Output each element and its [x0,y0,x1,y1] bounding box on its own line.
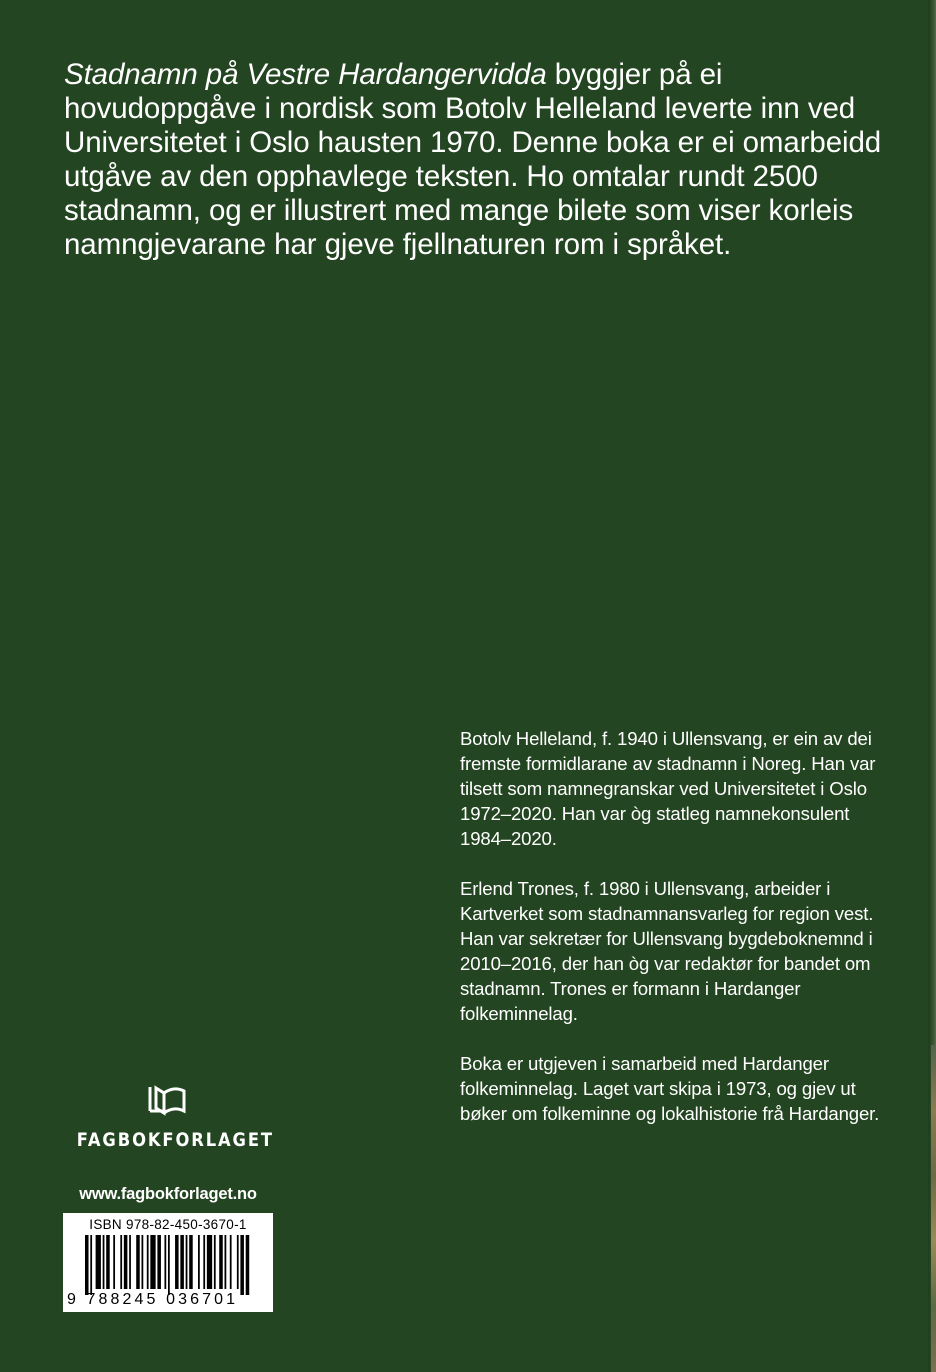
barcode-bar [103,1235,105,1289]
barcode-bar [106,1235,110,1289]
barcode-bar [147,1235,149,1289]
barcode-bar [203,1235,205,1289]
barcode-bar [198,1235,200,1289]
barcode-bar [150,1235,155,1289]
publisher-collaboration-note: Boka er utgjeven i samarbeid med Hardanger folkeminnelag. Laget vart skipa i 1973, og gjev ut bøker om folkeminne og lokalhistorie frå Hardanger. [460,1053,880,1124]
barcode-bar [124,1235,128,1289]
cover-photo-strip [931,1045,936,1372]
open-book-logo-icon [146,1084,188,1116]
barcode-bar [186,1235,188,1289]
barcode-bar [230,1235,232,1289]
publisher-website[interactable]: www.fagbokforlaget.no [79,1185,257,1203]
publisher-block [62,1084,272,1152]
barcode-bar [85,1235,89,1295]
barcode-bar [113,1235,115,1289]
barcode-bar [189,1235,193,1289]
barcode-bar [164,1235,166,1289]
barcode-bar [214,1235,216,1289]
barcode-digits: 9 788245 036701 [67,1291,239,1308]
book-title-italic: Stadnamn på Vestre Hardangervidda [64,58,547,91]
barcode-bar [129,1235,131,1289]
barcode-bar [96,1235,101,1289]
barcode-bar [207,1235,212,1289]
cover-spine-edge [928,0,936,1372]
back-cover-blurb [64,58,884,262]
barcode-bar [142,1235,144,1289]
publisher-name: FAGBOKFORLAGET [76,1129,274,1151]
barcode-bar [157,1235,161,1289]
barcode-bars [85,1235,251,1295]
barcode-bar [175,1235,179,1289]
barcode-bar [219,1235,223,1289]
barcode-bar [240,1235,244,1295]
barcode-bar [120,1235,122,1289]
barcode-bar [168,1235,170,1295]
barcode-bar [225,1235,227,1289]
barcode-bar [180,1235,184,1289]
author-bio-helleland: Botolv Helleland, f. 1940 i Ullensvang, er ein av dei fremste formidlarane av stadnamn i Noreg. Han var tilsett som namnegranskar ved Universitetet i Oslo 1972–2020. Han var òg statleg namnekonsulent 1984–2020. [460,728,876,849]
isbn-label: ISBN 978-82-450-3670-1 [89,1217,247,1232]
barcode-bar [136,1235,140,1289]
barcode-bar [90,1235,92,1295]
author-bio-trones: Erlend Trones, f. 1980 i Ullensvang, arbeider i Kartverket som stadnamnansvarleg for region vest. Han var sekretær for Ullensvang bygdeboknemnd i 2010–2016, der han òg var redaktør for bandet om stadnamn. Trones er formann i Hardanger folkeminnelag. [460,878,874,1024]
isbn-barcode [63,1213,273,1312]
blurb-text: byggjer på ei hovudoppgåve i nordisk som Botolv Helleland leverte inn ved Universitetet i Oslo hausten 1970. Denne boka er ei omarbeidd utgåve av den opphavlege teksten. Ho omtalar rundt 2500 stadnamn, og er illustrert med mange bilete som viser korleis namngjevarane har gjeve fjellnaturen rom i språket. [64,58,882,261]
barcode-bar [246,1235,250,1295]
barcode-bar [237,1235,239,1289]
